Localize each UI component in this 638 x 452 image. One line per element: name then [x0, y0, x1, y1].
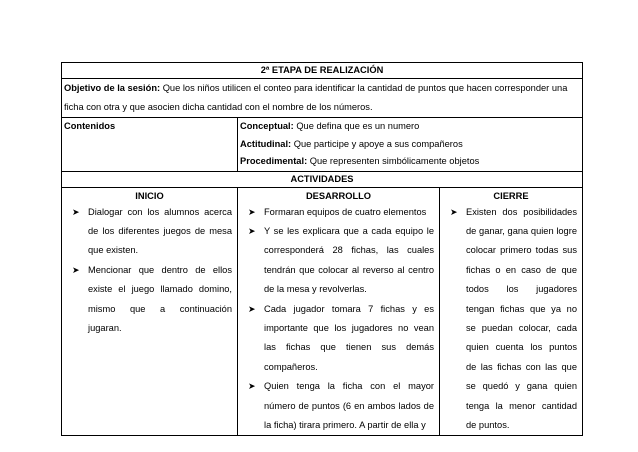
procedimental-line — [240, 153, 580, 171]
arrow-bullet-icon: ➤ — [248, 381, 256, 392]
contents-cell — [238, 118, 583, 172]
session-plan-table — [61, 62, 583, 436]
list-item: ➤ Y se les explicara que a cada equipo le corresponderá 28 fichas, las cuales tendrán que colocar al reverso al centro de la mesa y revolverlas. — [246, 222, 434, 300]
desarrollo-list — [240, 203, 437, 436]
objective-text: Que los niños utilicen el conteo para identificar la cantidad de puntos que hacen corresponder una ficha con otra y que asocien dicha cantidad con el nombre de los números. — [64, 83, 568, 112]
list-item: ➤ Mencionar que dentro de ellos existe el juego llamado domino, mismo que a continuación jugaran. — [70, 261, 232, 339]
arrow-bullet-icon: ➤ — [248, 225, 256, 236]
actitudinal-text: Que participe y apoye a sus compañeros — [293, 138, 463, 149]
conceptual-line — [240, 118, 580, 136]
procedimental-label: Procedimental: — [240, 156, 308, 166]
inicio-list — [64, 203, 235, 339]
desarrollo-title: DESARROLLO — [305, 190, 372, 201]
procedimental-text: Que representen simbólicamente objetos — [309, 156, 480, 166]
list-item: ➤ Quien tenga la ficha con el mayor número de puntos (6 en ambos lados de la ficha) tirara primero. A partir de ella y — [246, 377, 434, 435]
actitudinal-line — [240, 136, 580, 154]
actitudinal-label: Actitudinal: — [240, 138, 292, 149]
cierre-list — [442, 203, 580, 436]
desarrollo-column — [238, 187, 440, 436]
contents-label-cell — [62, 118, 238, 172]
activities-title: ACTIVIDADES — [62, 171, 583, 187]
cierre-title: CIERRE — [493, 190, 529, 201]
objective-cell — [62, 79, 583, 118]
list-item: ➤ Formaran equipos de cuatro elementos — [246, 203, 434, 222]
stage-title: 2ª ETAPA DE REALIZACIÓN — [62, 63, 583, 79]
conceptual-text: Que defina que es un numero — [296, 121, 420, 131]
arrow-bullet-icon: ➤ — [72, 206, 80, 217]
arrow-bullet-icon: ➤ — [248, 303, 256, 314]
list-item: ➤ Dialogar con los alumnos acerca de los diferentes juegos de mesa que existen. — [70, 203, 232, 261]
objective-label: Objetivo de la sesión: — [64, 83, 161, 93]
arrow-bullet-icon: ➤ — [450, 206, 458, 217]
list-item: ➤ Existen dos posibilidades de ganar, gana quien logre colocar primero todas sus fichas o en caso de que todos los jugadores tengan fichas que ya no se puedan colocar, cada quien cuenta los puntos de las fichas con las que se quedó y gana quien tenga la menor cantidad de puntos. — [448, 203, 577, 436]
contents-label: Contenidos — [64, 121, 116, 131]
inicio-title: INICIO — [135, 190, 164, 201]
conceptual-label: Conceptual: — [240, 121, 294, 131]
cierre-column — [440, 187, 583, 436]
arrow-bullet-icon: ➤ — [72, 264, 80, 275]
inicio-column — [62, 187, 238, 436]
arrow-bullet-icon: ➤ — [248, 206, 256, 217]
list-item: ➤ Cada jugador tomara 7 fichas y es importante que los jugadores no vean las fichas que tienen sus demás compañeros. — [246, 300, 434, 378]
